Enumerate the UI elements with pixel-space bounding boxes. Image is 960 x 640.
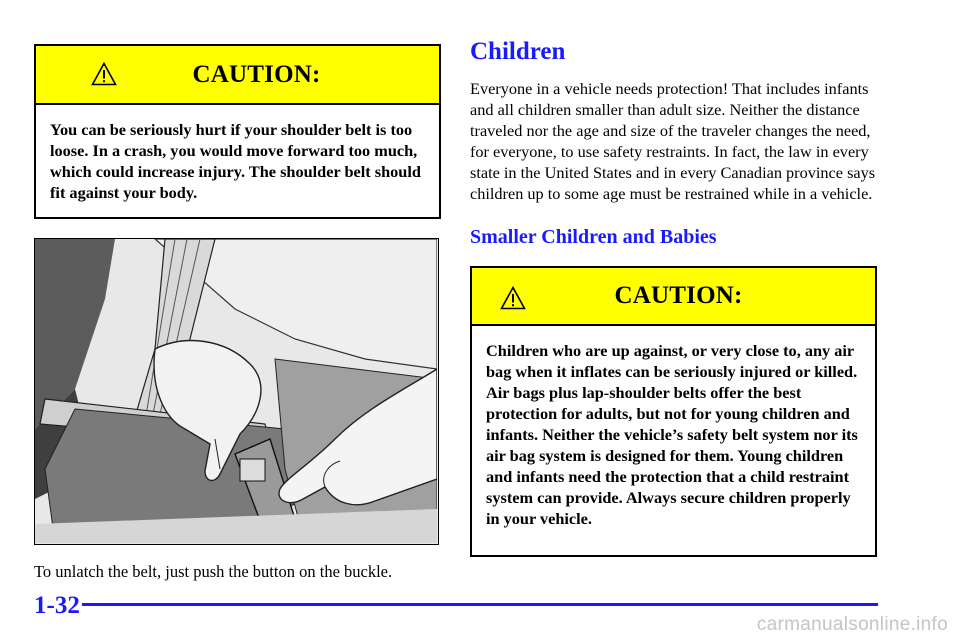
subsection-title: Smaller Children and Babies [470,226,717,248]
caution-text: You can be seriously hurt if your shoulder belt is too loose. In a crash, you would move forward too much, which could increase injury. The shoulder belt should fit against your body. [50,120,421,202]
hands-unlatching-buckle-image [35,239,437,543]
caution-text: Children who are up against, or very close to, any air bag when it inflates can be seriously injured or killed. Air bags plus lap-shoulder belts offer the best protection for adults, but not for young children and infants. Neither the vehicle’s safety belt system nor its air bag system is designed for them. Young children and infants need the protection that a child restraint system can provide. Always secure children properly in your vehicle. [486,341,858,528]
caution-title: CAUTION: [192,60,321,88]
caution-box-air-bag [470,266,877,557]
page-number: 1-32 [34,592,80,619]
figure-caption: To unlatch the belt, just push the button on the buckle. [34,562,393,581]
children-paragraph: Everyone in a vehicle needs protection! That includes infants and all children smaller than adult size. Neither the distance traveled nor the age and size of the traveler changes the need, for everyone, to use safety restraints. In fact, the law in every state in the United States and in every Canadian province says children up to some age must be restrained while in a vehicle. [470,79,876,203]
caution-title: CAUTION: [614,282,743,309]
footer-rule [82,603,878,606]
caution-box-shoulder-belt [34,44,441,219]
caution-header [36,46,439,105]
watermark: carmanualsonline.info [756,614,948,635]
warning-triangle-icon [91,62,117,86]
caution-header [472,268,875,326]
warning-triangle-icon [500,286,526,310]
buckle-illustration [34,238,439,545]
section-title-children: Children [470,38,566,65]
